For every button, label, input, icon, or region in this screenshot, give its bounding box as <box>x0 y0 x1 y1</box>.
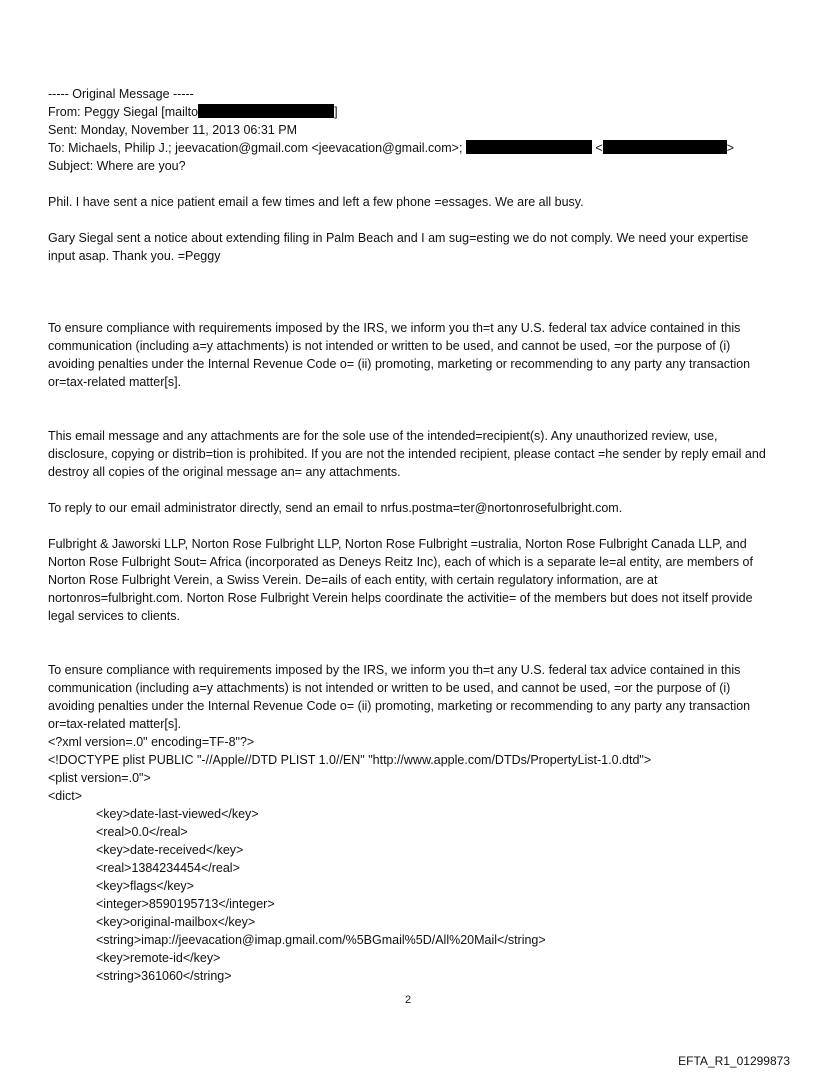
document-id: EFTA_R1_01299873 <box>678 1054 790 1068</box>
plist-entry: <key>date-received</key> <box>96 843 244 857</box>
page-number: 2 <box>404 994 412 1006</box>
subject-line: Subject: Where are you? <box>48 159 186 173</box>
plist-entry: <real>1384234454</real> <box>96 861 240 875</box>
redaction-block <box>603 140 727 154</box>
plist-doctype: <!DOCTYPE plist PUBLIC "-//Apple//DTD PLIST 1.0//EN" "http://www.apple.com/DTDs/PropertyList-1.0.dtd"> <box>48 753 652 767</box>
to-line <box>48 139 778 157</box>
body-paragraph-1: Phil. I have sent a nice patient email a few times and left a few phone =essages. We are all busy. <box>48 195 584 209</box>
reply-notice: To reply to our email administrator directly, send an email to nrfus.postma=ter@nortonrosefulbright.com. <box>48 501 623 515</box>
from-label: From: Peggy Siegal [mailto <box>48 105 199 119</box>
confidentiality-notice: This email message and any attachments are for the sole use of the intended=recipient(s). Any unauthorized review, use, disclosure, copying or distrib=tion is prohibited. If you are not the intended recipient, please contact =he sender by reply email and destroy all copies of the original message an= any attachments. <box>48 429 766 479</box>
to-gt: > <box>726 141 735 155</box>
plist-entry: <integer>8590195713</integer> <box>96 897 275 911</box>
redaction-block <box>466 140 592 154</box>
sent-line: Sent: Monday, November 11, 2013 06:31 PM <box>48 123 297 137</box>
plist-xml-declaration: <?xml version=.0" encoding=TF-8"?> <box>48 735 255 749</box>
to-label: To: Michaels, Philip J.; jeevacation@gmail.com <jeevacation@gmail.com>; <box>48 141 463 155</box>
plist-entry: <key>original-mailbox</key> <box>96 915 256 929</box>
plist-entry: <key>date-last-viewed</key> <box>96 807 259 821</box>
from-line <box>48 103 778 121</box>
original-message-separator: ----- Original Message ----- <box>48 87 194 101</box>
plist-entry: <string>361060</string> <box>96 969 232 983</box>
to-lt: < <box>595 141 603 155</box>
plist-dict-open: <dict> <box>48 789 83 803</box>
plist-open-tag: <plist version=.0"> <box>48 771 151 785</box>
plist-entry: <string>imap://jeevacation@imap.gmail.com/%5BGmail%5D/All%20Mail</string> <box>96 933 546 947</box>
irs-disclaimer-2: To ensure compliance with requirements imposed by the IRS, we inform you th=t any U.S. federal tax advice contained in this communication (including a=y attachments) is not intended or written to be used, and cannot be used, =or the purpose of (i) avoiding penalties under the Internal Revenue Code o= (ii) promoting, marketing or recommending to any party any transaction or=tax-related matter[s]. <box>48 663 751 731</box>
entities-notice: Fulbright & Jaworski LLP, Norton Rose Fulbright LLP, Norton Rose Fulbright =ustralia, Norton Rose Fulbright Canada LLP, and Norton Rose Fulbright Sout= Africa (incorporated as Deneys Reitz Inc), each of which is a separate le=al entity, are members of Norton Rose Fulbright Verein, a Swiss Verein. De=ails of each entity, with certain regulatory information, are at nortonros=fulbright.com. Norton Rose Fulbright Verein helps coordinate the activitie= of the members but does not itself provide legal services to clients. <box>48 537 753 623</box>
body-paragraph-2: Gary Siegal sent a notice about extending filing in Palm Beach and I am sug=esting we do not comply. We need your expertise input asap. Thank you. =Peggy <box>48 231 749 263</box>
from-bracket: ] <box>334 105 338 119</box>
irs-disclaimer-1: To ensure compliance with requirements imposed by the IRS, we inform you th=t any U.S. federal tax advice contained in this communication (including a=y attachments) is not intended or written to be used, and cannot be used, =or the purpose of (i) avoiding penalties under the Internal Revenue Code o= (ii) promoting, marketing or recommending to any party any transaction or=tax-related matter[s]. <box>48 321 751 389</box>
plist-entry: <key>remote-id</key> <box>96 951 221 965</box>
redaction-block <box>198 104 334 118</box>
email-document <box>48 85 778 985</box>
plist-entry: <key>flags</key> <box>96 879 194 893</box>
plist-entry: <real>0.0</real> <box>96 825 188 839</box>
